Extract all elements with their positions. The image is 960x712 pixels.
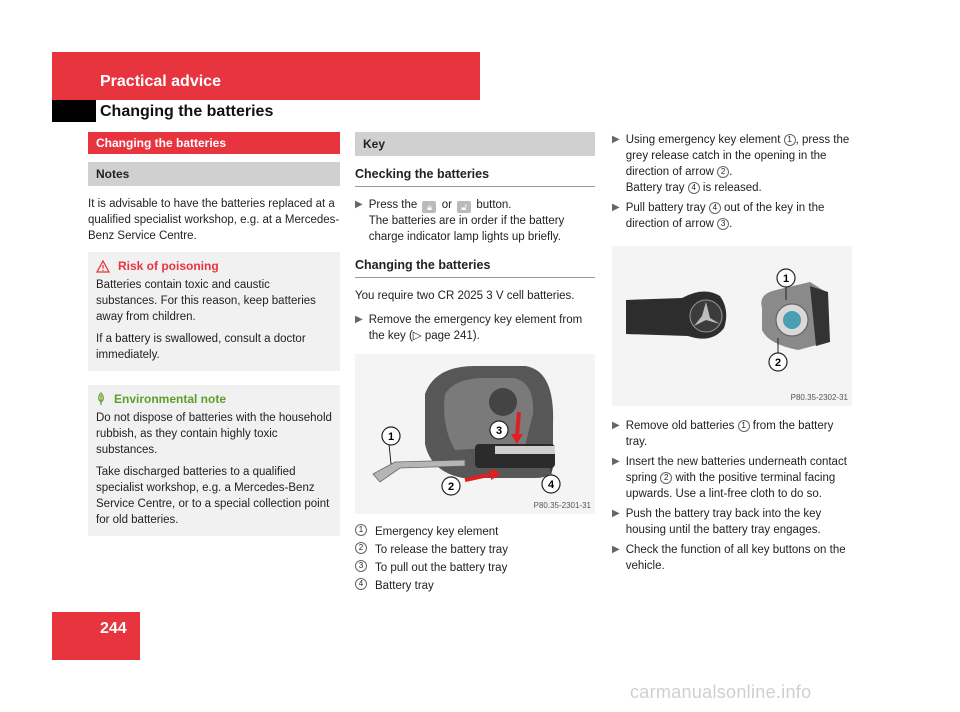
legend-number: 3 bbox=[355, 560, 367, 572]
text: out of the key in the direction of arrow bbox=[625, 202, 825, 230]
bullet-arrow-icon: ▶ bbox=[612, 508, 620, 519]
number-4: 4 bbox=[709, 202, 721, 214]
environment-text-2: Take discharged batteries to a qualified specialist workshop, e.g. a Mercedes-Benz Service Centre, or to a special collection point for old batteries. bbox=[96, 466, 330, 526]
text: is released. bbox=[702, 182, 762, 194]
key-diagram-svg bbox=[355, 354, 595, 514]
environment-text-1: Do not dispose of batteries with the household rubbish, as they contain highly toxic substances. bbox=[96, 412, 332, 456]
legend-item bbox=[355, 524, 595, 540]
warning-text-1: Batteries contain toxic and caustic substances. For this reason, keep batteries away from children. bbox=[96, 279, 316, 323]
press-text: Press the bbox=[368, 199, 418, 211]
legend-text: To pull out the battery tray bbox=[375, 562, 508, 574]
require-text: You require two CR 2025 3 V cell batteries. bbox=[355, 290, 575, 302]
number-4: 4 bbox=[688, 182, 700, 194]
text: . bbox=[729, 166, 733, 178]
warning-text-2: If a battery is swallowed, consult a doctor immediately. bbox=[96, 333, 306, 361]
legend-number: 2 bbox=[355, 542, 367, 554]
text: , press the grey release catch in the opening in the direction of arrow bbox=[625, 134, 850, 178]
battery-callout-1: 1 bbox=[782, 273, 790, 285]
warning-triangle-icon bbox=[96, 260, 110, 273]
legend-item bbox=[355, 542, 595, 558]
notes-bar: Notes bbox=[88, 162, 340, 186]
legend-list bbox=[355, 524, 595, 594]
text: Push the battery tray back into the key housing until the battery tray engages. bbox=[625, 508, 822, 536]
environment-title: Environmental note bbox=[114, 392, 227, 406]
environment-title-row bbox=[96, 391, 332, 407]
legend-item bbox=[355, 560, 595, 576]
text: with the positive terminal facing upwards. Use a lint-free cloth to do so. bbox=[625, 472, 836, 500]
battery-callout-2: 2 bbox=[774, 357, 782, 369]
legend-number: 4 bbox=[355, 578, 367, 590]
text: from the battery tray. bbox=[625, 420, 834, 448]
text: Battery tray bbox=[625, 182, 685, 194]
press-continuation: The batteries are in order if the battery charge indicator lamp lights up briefly. bbox=[368, 215, 565, 243]
bullet-press-button bbox=[355, 197, 595, 245]
text: Remove old batteries bbox=[625, 420, 735, 432]
bullet-remove-key bbox=[355, 312, 595, 344]
callout-4: 4 bbox=[547, 479, 555, 491]
battery-diagram-svg bbox=[612, 246, 852, 406]
bullet-pull-tray bbox=[612, 200, 854, 232]
callout-1: 1 bbox=[387, 431, 395, 443]
unlock-icon: 🔓︎ bbox=[457, 201, 471, 213]
bullet-arrow-icon: ▶ bbox=[355, 314, 363, 325]
bullet-arrow-icon: ▶ bbox=[612, 420, 620, 431]
number-2: 2 bbox=[660, 472, 672, 484]
bullet-remove-batteries bbox=[612, 418, 854, 450]
bullet-arrow-icon: ▶ bbox=[612, 134, 620, 145]
bullet-arrow-icon: ▶ bbox=[355, 199, 363, 210]
number-1: 1 bbox=[738, 420, 750, 432]
image-code-2: P80.35-2302-31 bbox=[790, 393, 848, 402]
watermark: carmanualsonline.info bbox=[630, 682, 812, 702]
battery-diagram bbox=[612, 246, 852, 406]
number-1: 1 bbox=[784, 134, 796, 146]
number-3: 3 bbox=[717, 218, 729, 230]
page-number: 244 bbox=[100, 620, 127, 637]
column-2 bbox=[355, 132, 595, 596]
key-bar: Key bbox=[355, 132, 595, 156]
bullet-list-2 bbox=[612, 418, 854, 574]
number-2: 2 bbox=[717, 166, 729, 178]
bullet-release-catch bbox=[612, 132, 854, 196]
text: Using emergency key element bbox=[625, 134, 781, 146]
column-1 bbox=[88, 132, 340, 546]
environment-box bbox=[88, 385, 340, 536]
key-diagram bbox=[355, 354, 595, 514]
callout-2: 2 bbox=[447, 481, 455, 493]
bullet-arrow-icon: ▶ bbox=[612, 456, 620, 467]
leaf-icon bbox=[96, 392, 106, 406]
section-title: Practical advice bbox=[100, 73, 221, 90]
legend-text: To release the battery tray bbox=[375, 544, 508, 556]
bullet-insert-batteries bbox=[612, 454, 854, 502]
bullet-push-tray bbox=[612, 506, 854, 538]
bullet-arrow-icon: ▶ bbox=[612, 202, 620, 213]
text: . bbox=[729, 218, 733, 230]
lock-icon: 🔒︎ bbox=[422, 201, 436, 213]
text: Insert the new batteries underneath contact spring bbox=[625, 456, 847, 484]
checking-heading: Checking the batteries bbox=[355, 166, 595, 187]
remove-key-text: Remove the emergency key element from the key (▷ page 241). bbox=[368, 314, 583, 342]
callout-3: 3 bbox=[495, 425, 503, 437]
legend-text: Battery tray bbox=[375, 580, 434, 592]
page-heading: Changing the batteries bbox=[100, 103, 274, 120]
legend-number: 1 bbox=[355, 524, 367, 536]
text: Pull battery tray bbox=[625, 202, 706, 214]
column-3 bbox=[612, 132, 854, 578]
notes-text: It is advisable to have the batteries replaced at a qualified specialist workshop, e.g. at a Mercedes-Benz Service Centre. bbox=[88, 198, 340, 242]
bullet-arrow-icon: ▶ bbox=[612, 544, 620, 555]
image-code-1: P80.35-2301-31 bbox=[533, 501, 591, 510]
legend-text: Emergency key element bbox=[375, 526, 499, 538]
legend-item bbox=[355, 578, 595, 594]
changing-heading: Changing the batteries bbox=[355, 257, 595, 278]
warning-title-row bbox=[96, 258, 332, 274]
header-tab bbox=[52, 100, 96, 122]
warning-title: Risk of poisoning bbox=[118, 259, 219, 273]
main-section-bar: Changing the batteries bbox=[88, 132, 340, 154]
or-text: or bbox=[441, 199, 452, 211]
text: Check the function of all key buttons on the vehicle. bbox=[625, 544, 846, 572]
button-text: button. bbox=[476, 199, 512, 211]
bullet-check-function bbox=[612, 542, 854, 574]
warning-box bbox=[88, 252, 340, 371]
